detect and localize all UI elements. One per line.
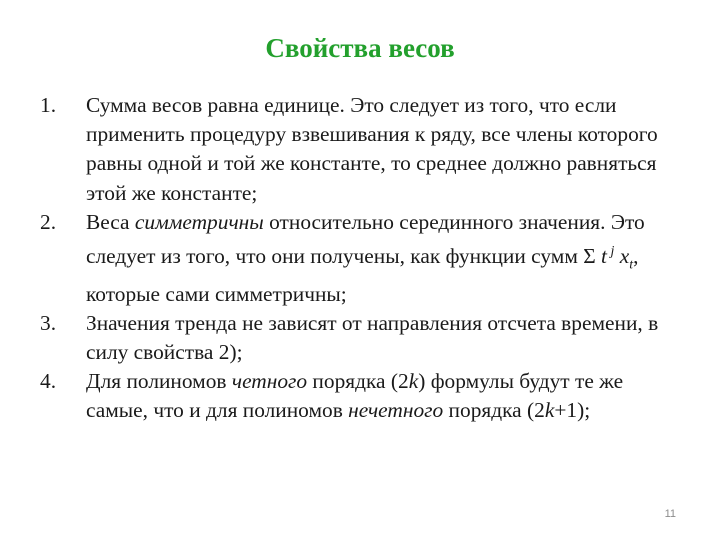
item-text bbox=[86, 91, 690, 208]
math-variable: x bbox=[614, 244, 630, 269]
text-segment: , которые сами симметричны; bbox=[86, 244, 639, 306]
math-superscript: j bbox=[606, 244, 615, 260]
italic-term: четного bbox=[231, 369, 308, 394]
list-item-2 bbox=[40, 208, 690, 309]
item-text bbox=[86, 367, 690, 425]
math-subscript: t bbox=[629, 257, 634, 273]
text-segment: порядка (2 bbox=[307, 369, 409, 394]
text-segment: относительно серединного значения. Это следует из того, что они получены, как функции сумм Σ bbox=[86, 209, 645, 269]
text-segment: Для полиномов bbox=[86, 369, 232, 394]
item-number: 3. bbox=[40, 310, 57, 335]
page-number: 11 bbox=[664, 508, 676, 520]
list-item-4 bbox=[40, 367, 690, 425]
item-number: 2. bbox=[40, 209, 57, 234]
math-variable: t bbox=[601, 244, 607, 269]
item-text bbox=[86, 309, 690, 367]
slide-title: Свойства весов bbox=[265, 33, 455, 63]
math-variable: k bbox=[408, 369, 419, 394]
list-item-3 bbox=[40, 309, 690, 367]
italic-term: симметричны bbox=[134, 209, 264, 234]
text-segment: ) формулы будут те же самые, что и для полиномов bbox=[86, 369, 624, 423]
text-segment: Веса bbox=[86, 209, 135, 234]
math-variable: k bbox=[544, 398, 555, 423]
item-text bbox=[86, 208, 690, 309]
text-segment: +1); bbox=[554, 398, 591, 423]
text-segment: Значения тренда не зависят от направления отсчета времени, в силу свойства 2); bbox=[86, 310, 659, 365]
properties-list bbox=[40, 91, 690, 426]
text-segment: порядка (2 bbox=[443, 398, 545, 423]
italic-term: нечетного bbox=[348, 398, 444, 423]
item-number: 4. bbox=[40, 369, 57, 394]
item-number: 1. bbox=[40, 93, 57, 117]
list-item-1 bbox=[40, 91, 690, 208]
text-segment: Сумма весов равна единице. Это следует из того, что если применить процедуру взвешивания к ряду, все члены которого равны одной и той же константе, то среднее должно равняться этой же константе; bbox=[86, 93, 658, 205]
